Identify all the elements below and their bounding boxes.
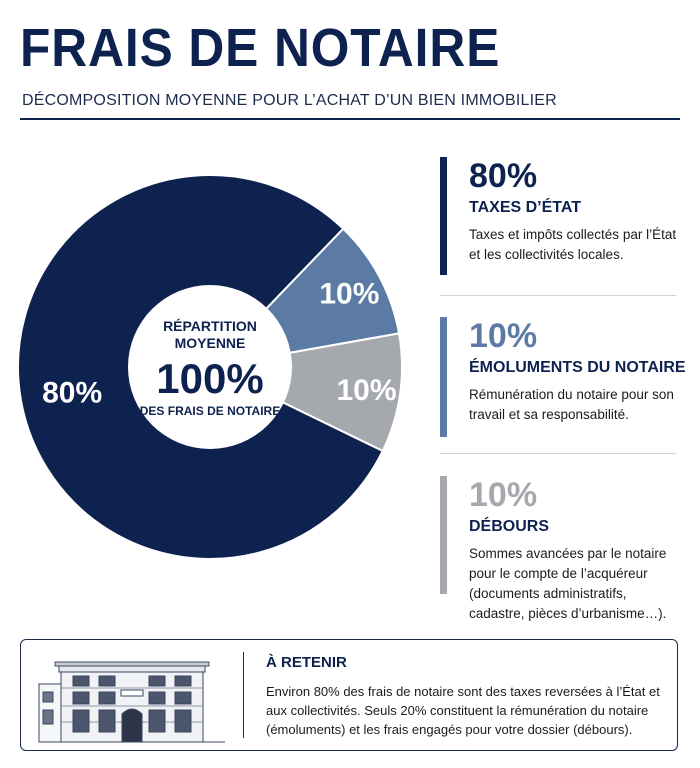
center-label-line2: MOYENNE xyxy=(174,335,246,351)
legend-name: DÉBOURS xyxy=(469,518,550,535)
legend-name: TAXES D’ÉTAT xyxy=(469,199,581,216)
legend-separator xyxy=(440,295,676,296)
box-divider xyxy=(243,652,244,738)
legend-name: ÉMOLUMENTS DU NOTAIRE xyxy=(469,359,686,376)
legend-item-taxes xyxy=(440,157,680,277)
header-rule xyxy=(20,118,680,120)
legend-color-bar xyxy=(440,476,447,594)
center-label-line1: RÉPARTITION xyxy=(163,318,257,334)
page-title: FRAIS DE NOTAIRE xyxy=(20,18,501,78)
slice-label: 10% xyxy=(336,373,397,407)
takeaway-title: À RETENIR xyxy=(266,654,347,671)
donut-chart xyxy=(0,145,420,615)
legend-percent: 80% xyxy=(469,157,538,195)
legend-description: Rémunération du notaire pour son travail et sa responsabilité. xyxy=(469,387,674,422)
legend-percent: 10% xyxy=(469,476,538,514)
key-takeaway-box xyxy=(20,639,678,751)
center-label-line3: DES FRAIS DE NOTAIRE xyxy=(139,404,281,418)
notary-building-icon xyxy=(29,644,229,746)
legend-item-debours xyxy=(440,476,680,621)
slice-label: 10% xyxy=(319,277,380,311)
legend-separator xyxy=(440,453,676,454)
takeaway-text: Environ 80% des frais de notaire sont des taxes reversées à l’État et aux collectivités. Seuls 20% constituent la rémunération du notaire (émoluments) et les frais engagés pour votre dossier (débours). xyxy=(266,684,660,737)
slice-label: 80% xyxy=(42,376,103,410)
center-total: 100% xyxy=(156,355,264,402)
legend-description: Sommes avancées par le notaire pour le compte de l’acquéreur (documents administratifs, cadastre, pièces d’urbanisme…). xyxy=(469,546,667,621)
legend-percent: 10% xyxy=(469,317,538,355)
page-subtitle: DÉCOMPOSITION MOYENNE POUR L’ACHAT D’UN BIEN IMMOBILIER xyxy=(22,92,557,109)
legend-color-bar xyxy=(440,317,447,437)
legend-item-emoluments xyxy=(440,317,686,437)
legend-description: Taxes et impôts collectés par l’État et les collectivités locales. xyxy=(469,227,677,262)
legend-color-bar xyxy=(440,157,447,275)
